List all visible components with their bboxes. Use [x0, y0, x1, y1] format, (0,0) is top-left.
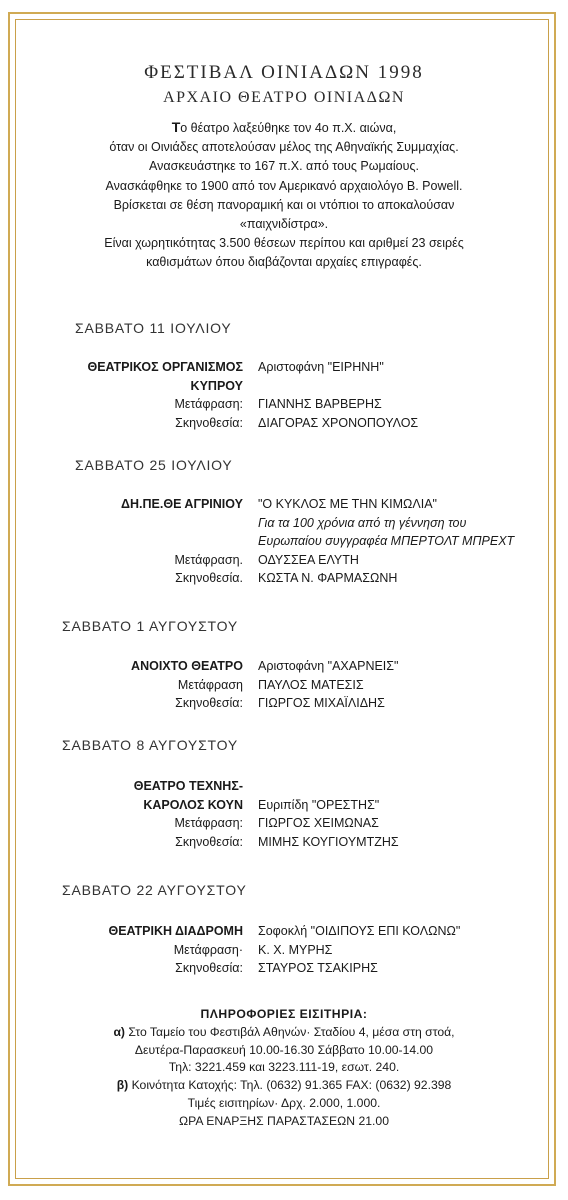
- performance-date: ΣΑΒΒΑΤΟ 22 ΑΥΓΟΥΣΤΟΥ: [62, 882, 247, 898]
- theatre-subtitle: ΑΡΧΑΙΟ ΘΕΑΤΡΟ ΟΙΝΙΑΔΩΝ: [163, 89, 405, 106]
- translator: Κ. Χ. ΜΥΡΗΣ: [258, 942, 333, 957]
- ticket-office-phone: Τηλ: 3221.459 και 3223.111-19, εσωτ. 240.: [168, 1060, 400, 1075]
- performance-block: [0, 922, 568, 978]
- intro-line: Ανασκευάστηκε το 167 π.Χ. από τους Ρωμαίους.: [149, 159, 419, 174]
- ticket-office-address: Στο Ταμείο του Φεστιβάλ Αθηνών· Σταδίου 4, μέσα στη στοά,: [125, 1024, 455, 1039]
- company-name: ΔΗ.ΠΕ.ΘΕ ΑΓΡΙΝΙΟΥ: [121, 497, 243, 511]
- ticket-prices: Τιμές εισιτηρίων· Δρχ. 2.000, 1.000.: [187, 1095, 381, 1110]
- intro-line: Το θέατρο λαξεύθηκε τον 4ο π.Χ. αιώνα,: [171, 119, 397, 135]
- translation-label: Μετάφραση: [177, 677, 243, 692]
- performance-block: [0, 657, 568, 713]
- director: ΔΙΑΓΟΡΑΣ ΧΡΟΝΟΠΟΥΛΟΣ: [258, 415, 419, 430]
- translator: ΓΙΩΡΓΟΣ ΧΕΙΜΩΝΑΣ: [258, 816, 379, 830]
- list-marker: β): [116, 1078, 129, 1093]
- performance-block: [0, 777, 568, 851]
- performance-date: ΣΑΒΒΑΤΟ 11 ΙΟΥΛΙΟΥ: [75, 320, 232, 336]
- intro-line: όταν οι Οινιάδες αποτελούσαν μέλος της Αθηναϊκής Συμμαχίας.: [109, 140, 459, 155]
- director: ΜΙΜΗΣ ΚΟΥΓΙΟΥΜΤΖΗΣ: [258, 834, 399, 849]
- translator: ΓΙΑΝΝΗΣ ΒΑΡΒΕΡΗΣ: [258, 397, 382, 411]
- play-title: Αριστοφάνη "ΕΙΡΗΝΗ": [258, 360, 384, 374]
- company-name: ΘΕΑΤΡΟ ΤΕΧΝΗΣ-: [133, 779, 243, 793]
- play-title: Αριστοφάνη "ΑΧΑΡΝΕΙΣ": [258, 659, 399, 673]
- translation-label: Μετάφραση·: [173, 942, 243, 957]
- ticket-office-hours: Δευτέρα-Παρασκευή 10.00-16.30 Σάββατο 10.00-14.00: [134, 1042, 434, 1057]
- direction-label: Σκηνοθεσία:: [175, 696, 243, 710]
- play-title: Σοφοκλή "ΟΙΔΙΠΟΥΣ ΕΠΙ ΚΟΛΩΝΩ": [258, 924, 461, 938]
- company-name: ΘΕΑΤΡΙΚΟΣ ΟΡΓΑΝΙΣΜΟΣ: [87, 360, 243, 374]
- director: ΣΤΑΥΡΟΣ ΤΣΑΚΙΡΗΣ: [258, 961, 378, 975]
- translation-label: Μετάφραση:: [174, 397, 243, 411]
- play-note: Ευρωπαίου συγγραφέα ΜΠΕΡΤΟΛΤ ΜΠΡΕΧΤ: [258, 534, 515, 548]
- direction-label: Σκηνοθεσία:: [175, 415, 243, 430]
- start-time: ΩΡΑ ΕΝΑΡΞΗΣ ΠΑΡΑΣΤΑΣΕΩΝ 21.00: [179, 1113, 389, 1128]
- company-name: ΚΥΠΡΟΥ: [190, 378, 243, 393]
- translator: ΠΑΥΛΟΣ ΜΑΤΕΣΙΣ: [258, 677, 364, 692]
- company-name: ΑΝΟΙΧΤΟ ΘΕΑΤΡΟ: [131, 659, 243, 673]
- festival-title: ΦΕΣΤΙΒΑΛ ΟΙΝΙΑΔΩΝ 1998: [144, 62, 424, 83]
- list-marker: α): [113, 1024, 125, 1039]
- community-contact: Κοινότητα Κατοχής: Τηλ. (0632) 91.365 FAX: (0632) 92.398: [128, 1078, 452, 1093]
- play-title: "Ο ΚΥΚΛΟΣ ΜΕ ΤΗΝ ΚΙΜΩΛΙΑ": [258, 497, 437, 511]
- performance-date: ΣΑΒΒΑΤΟ 25 ΙΟΥΛΙΟΥ: [75, 457, 233, 473]
- intro-line: Βρίσκεται σε θέση πανοραμική και οι ντόπιοι το αποκαλούσαν: [113, 197, 455, 212]
- play-note: Για τα 100 χρόνια από τη γέννηση του: [258, 515, 467, 530]
- direction-label: Σκηνοθεσία:: [175, 834, 243, 849]
- ticket-info-line: [0, 1024, 568, 1042]
- performance-block: [0, 495, 568, 588]
- performance-date: ΣΑΒΒΑΤΟ 8 ΑΥΓΟΥΣΤΟΥ: [62, 737, 239, 753]
- director: ΓΙΩΡΓΟΣ ΜΙΧΑΪΛΙΔΗΣ: [258, 696, 385, 710]
- director: ΚΩΣΤΑ Ν. ΦΑΡΜΑΣΩΝΗ: [258, 571, 398, 585]
- intro-line: καθισμάτων όπου διαβάζονται αρχαίες επιγραφές.: [146, 255, 422, 270]
- ticket-info: [0, 1006, 568, 1131]
- intro-line: «παιχνιδίστρα».: [239, 217, 329, 232]
- direction-label: Σκηνοθεσία.: [175, 571, 243, 585]
- translation-label: Μετάφραση.: [174, 552, 243, 567]
- performance-date: ΣΑΒΒΑΤΟ 1 ΑΥΓΟΥΣΤΟΥ: [62, 618, 239, 634]
- ticket-info-heading: ΠΛΗΡΟΦΟΡΙΕΣ ΕΙΣΙΤΗΡΙΑ:: [200, 1007, 368, 1021]
- company-name: ΘΕΑΤΡΙΚΗ ΔΙΑΔΡΟΜΗ: [108, 924, 243, 938]
- play-title: Ευριπίδη "ΟΡΕΣΤΗΣ": [258, 797, 380, 812]
- direction-label: Σκηνοθεσία:: [175, 961, 243, 975]
- ticket-info-line: [0, 1077, 568, 1095]
- translator: ΟΔΥΣΣΕΑ ΕΛΥΤΗ: [258, 552, 359, 567]
- intro-paragraph: [40, 118, 528, 273]
- intro-line: Είναι χωρητικότητας 3.500 θέσεων περίπου και αριθμεί 23 σειρές: [104, 236, 464, 251]
- intro-line: Ανασκάφθηκε το 1900 από τον Αμερικανό αρχαιολόγο Β. Powell.: [105, 178, 463, 193]
- performance-block: [0, 358, 568, 432]
- translation-label: Μετάφραση:: [174, 816, 243, 830]
- company-name: ΚΑΡΟΛΟΣ ΚΟΥΝ: [143, 797, 243, 812]
